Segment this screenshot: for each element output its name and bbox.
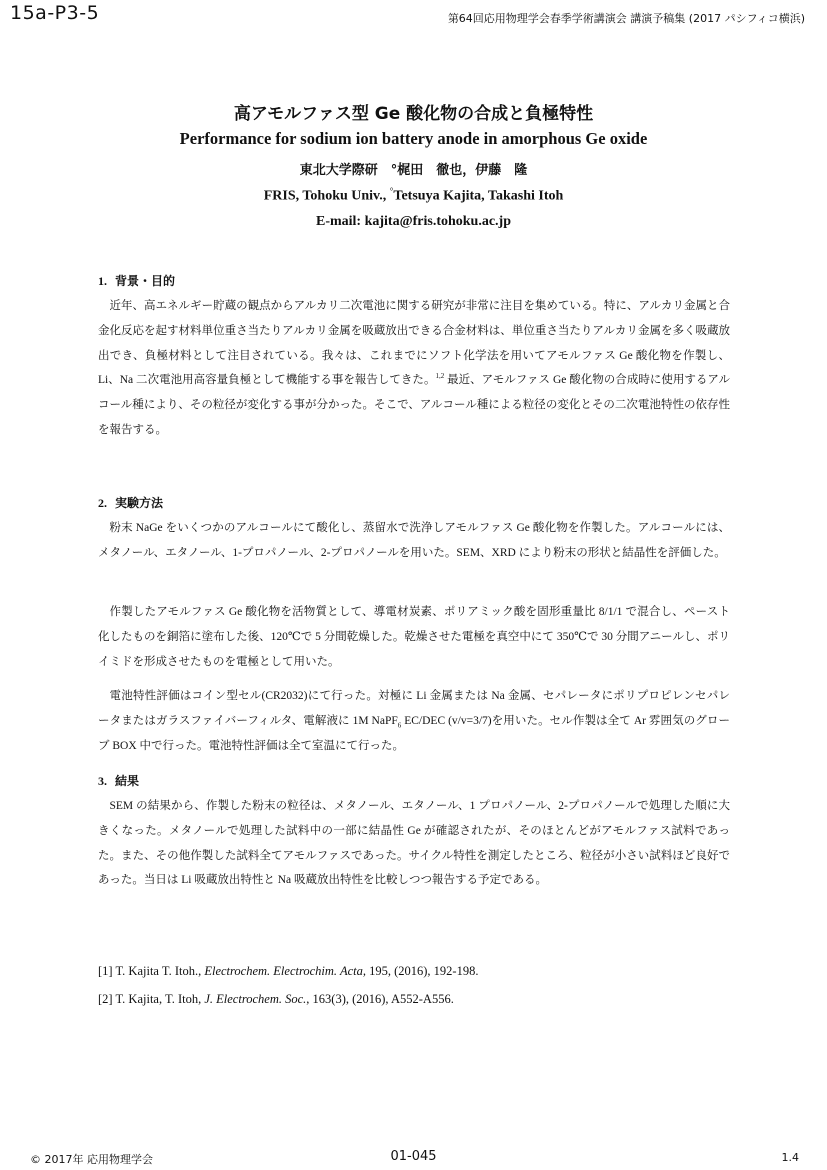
section-heading-text: 結果 [115, 774, 140, 788]
footer-page-number: 1.4 [781, 1151, 799, 1164]
footer-copyright: © 2017年 応用物理学会 [30, 1153, 153, 1166]
section-heading-results: 3. 結果 [98, 774, 140, 788]
section-heading-text: 背景・目的 [115, 274, 176, 288]
paragraph-methods-1: 粉末 NaGe をいくつかのアルコールにて酸化し、蒸留水で洗浄しアモルファス Ge 酸化物を作製した。アルコールには、メタノール、エタノール、1-プロパノール、2-プロパノールを用いた。SEM、XRD により粉末の形状と結晶性を評価した。 [98, 522, 730, 559]
subscript: 6 [397, 721, 402, 730]
conference-header: 第64回応用物理学会春季学術講演会 講演予稿集 (2017 パシフィコ横浜) [447, 12, 805, 25]
citation-superscript: 1,2 [435, 372, 445, 381]
authors-japanese: 東北大学際研 °梶田 徹也，伊藤 隆 [299, 163, 528, 178]
author-names: Tetsuya Kajita, Takashi Itoh [393, 188, 564, 204]
email-line: E-mail: kajita@fris.tohoku.ac.jp [315, 214, 512, 229]
reference-1: [1] T. Kajita T. Itoh., Electrochem. Electrochim. Acta, 195, (2016), 192-198. [98, 964, 479, 978]
title-japanese: 高アモルファス型 Ge 酸化物の合成と負極特性 [233, 104, 594, 124]
paragraph-background: 近年、高エネルギー貯蔵の観点からアルカリ二次電池に関する研究が非常に注目を集めている。特に、アルカリ金属と合金化反応を起す材料単位重さ当たりアルカリ金属を吸蔵放出できる合金材料は、単位重さ当たりアルカリ金属を多く吸蔵放出でき、負極材料として注目されている。我々は、これまでにソフト化学法を用いてアモルファス Ge 酸化物を作製し、Li、Na 二次電池用高容量負極として機能する事を報告してきた。$^{1,2}$ 最近、アモルファス Ge 酸化物の合成時に使用するアルコール種により、その粒径が変化する事が分かった。そこで、アルコール種による粒径の変化とその二次電池特性の依存性を報告する。 [98, 300, 730, 436]
paragraph-methods-3: 電池特性評価はコイン型セル(CR2032)にて行った。対極に Li 金属または Na 金属、セパレータにポリプロピレンセパレータまたはガラスファイバーフィルタ、電解液に 1M NaPF$_6$ EC/DEC (v/v=3/7)を用いた。セル作製は全て Ar 雰囲気のグローブ BOX 中で行った。電池特性評価は全て室温にて行った。 [98, 690, 730, 752]
affiliation-text: FRIS, Tohoku Univ., [263, 188, 390, 204]
section-heading-text: 実験方法 [115, 496, 164, 510]
footer-page-code: 01-045 [390, 1149, 437, 1164]
paragraph-methods-2: 作製したアモルファス Ge 酸化物を活物質として、導電材炭素、ポリアミック酸を固形重量比 8/1/1 で混合し、ペースト化したものを銅箔に塗布した後、120℃で 5 分間乾燥した。乾燥させた電極を真空中にて 350℃で 30 分間アニールし、ポリイミドを形成させたものを電極として用いた。 [98, 606, 730, 668]
title-english: Performance for sodium ion battery anode in amorphous Ge oxide [179, 129, 648, 148]
section-heading-background: 1. 背景・目的 [98, 274, 176, 288]
reference-2: [2] T. Kajita, T. Itoh, J. Electrochem. Soc., 163(3), (2016), A552-A556. [98, 992, 454, 1006]
section-heading-methods: 2. 実験方法 [98, 496, 164, 510]
paragraph-results: SEM の結果から、作製した粉末の粒径は、メタノール、エタノール、1 プロパノール、2-プロパノールで処理した順に大きくなった。メタノールで処理した試料中の一部に結晶性 Ge が確認されたが、そのほとんどがアモルファス試料であった。また、その他作製した試料全てアモルファスであった。サイクル特性を測定したところ、粒径が小さい試料ほど良好であった。当日は Li 吸蔵放出特性と Na 吸蔵放出特性を比較しつつ報告する予定である。 [98, 800, 730, 887]
paper-id: 15a-P3-5 [10, 2, 100, 24]
presenter-mark: ° [389, 186, 394, 196]
authors-english [0, 186, 827, 205]
